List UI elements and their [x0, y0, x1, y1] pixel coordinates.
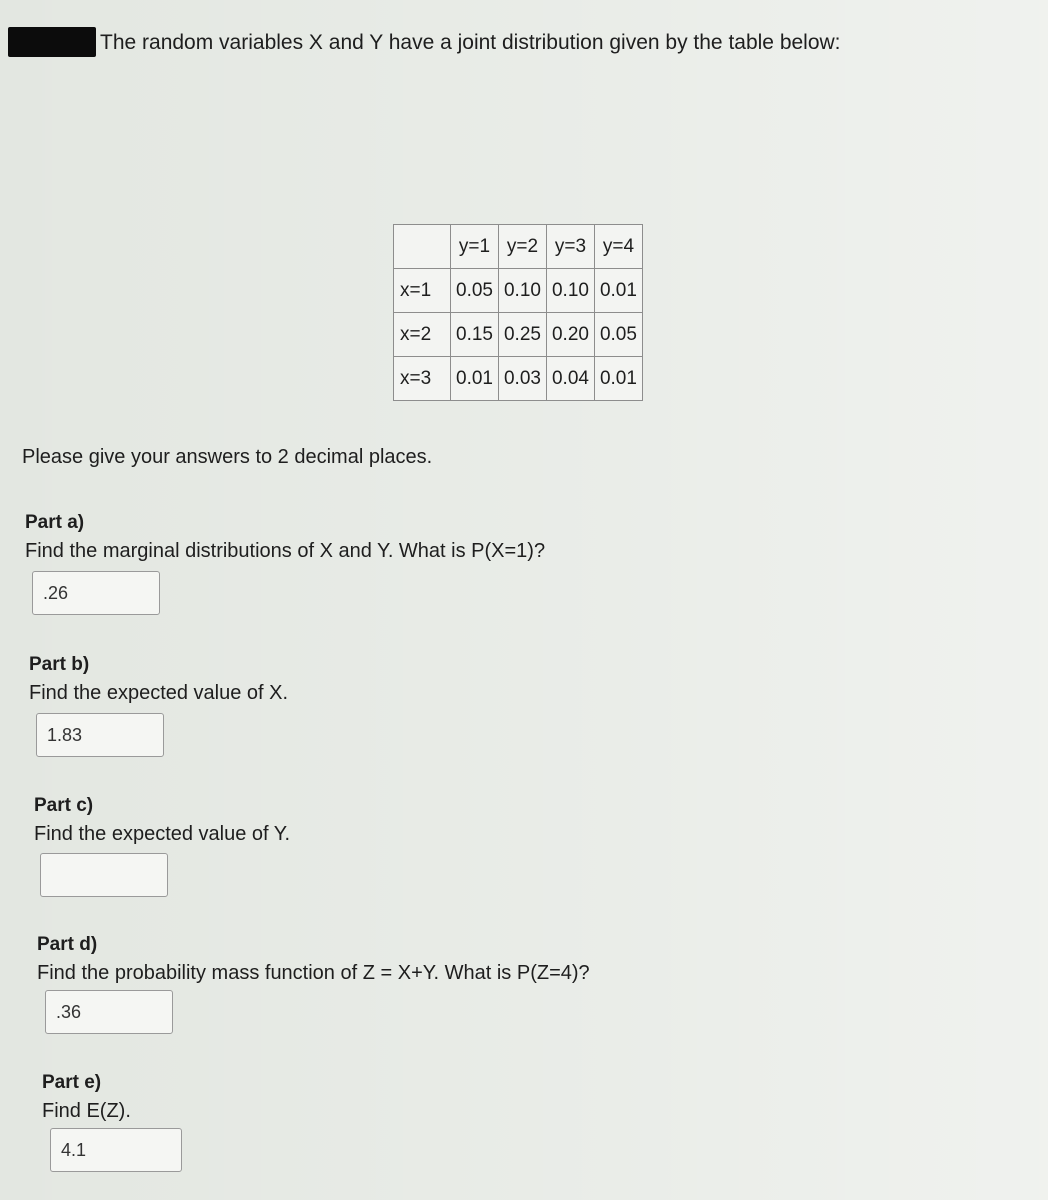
part-a-answer-field[interactable] — [32, 571, 160, 615]
part-b-question: Find the expected value of X. — [29, 682, 289, 704]
part-b-answer-field[interactable] — [36, 713, 164, 757]
row-header: x=1 — [394, 269, 451, 313]
table-cell: 0.25 — [498, 313, 546, 357]
table-header-row — [394, 225, 643, 269]
joint-distribution-table — [393, 224, 643, 401]
part-c — [34, 795, 290, 846]
part-a-question: Find the marginal distributions of X and Y. What is P(X=1)? — [25, 540, 546, 562]
part-d-question: Find the probability mass function of Z = X+Y. What is P(Z=4)? — [37, 962, 590, 984]
problem-intro: The random variables X and Y have a joint distribution given by the table below: — [100, 31, 841, 54]
part-e-question: Find E(Z). — [42, 1100, 131, 1122]
table-cell: 0.10 — [546, 269, 594, 313]
column-header: y=4 — [594, 225, 642, 269]
row-header: x=2 — [394, 313, 451, 357]
table-cell: 0.15 — [451, 313, 499, 357]
table-cell: 0.01 — [594, 269, 642, 313]
part-b-title: Part b) — [29, 654, 90, 675]
table-row — [394, 269, 643, 313]
part-d — [37, 934, 590, 985]
part-a — [25, 512, 545, 563]
column-header: y=3 — [546, 225, 594, 269]
table-cell: 0.03 — [498, 357, 546, 401]
table-row — [394, 313, 643, 357]
part-b — [29, 654, 288, 705]
part-d-answer-field[interactable] — [45, 990, 173, 1034]
part-e-answer-field[interactable] — [50, 1128, 182, 1172]
row-header: x=3 — [394, 357, 451, 401]
column-header: y=2 — [498, 225, 546, 269]
table-cell: 0.05 — [451, 269, 499, 313]
table-cell: 0.10 — [498, 269, 546, 313]
part-c-title: Part c) — [34, 795, 94, 816]
table-cell: 0.05 — [594, 313, 642, 357]
table-row — [394, 357, 643, 401]
table-cell: 0.01 — [594, 357, 642, 401]
table-cell: 0.04 — [546, 357, 594, 401]
part-c-question: Find the expected value of Y. — [34, 823, 291, 845]
part-e-title: Part e) — [42, 1072, 102, 1093]
table-cell: 0.20 — [546, 313, 594, 357]
part-c-answer-field[interactable] — [40, 853, 168, 897]
table-corner-cell — [394, 225, 451, 269]
table-cell: 0.01 — [451, 357, 499, 401]
part-d-title: Part d) — [37, 934, 98, 955]
part-a-title: Part a) — [25, 512, 85, 533]
column-header: y=1 — [451, 225, 499, 269]
part-e — [42, 1072, 131, 1123]
instructions-note: Please give your answers to 2 decimal places. — [22, 446, 433, 468]
redaction-bar — [8, 27, 96, 57]
